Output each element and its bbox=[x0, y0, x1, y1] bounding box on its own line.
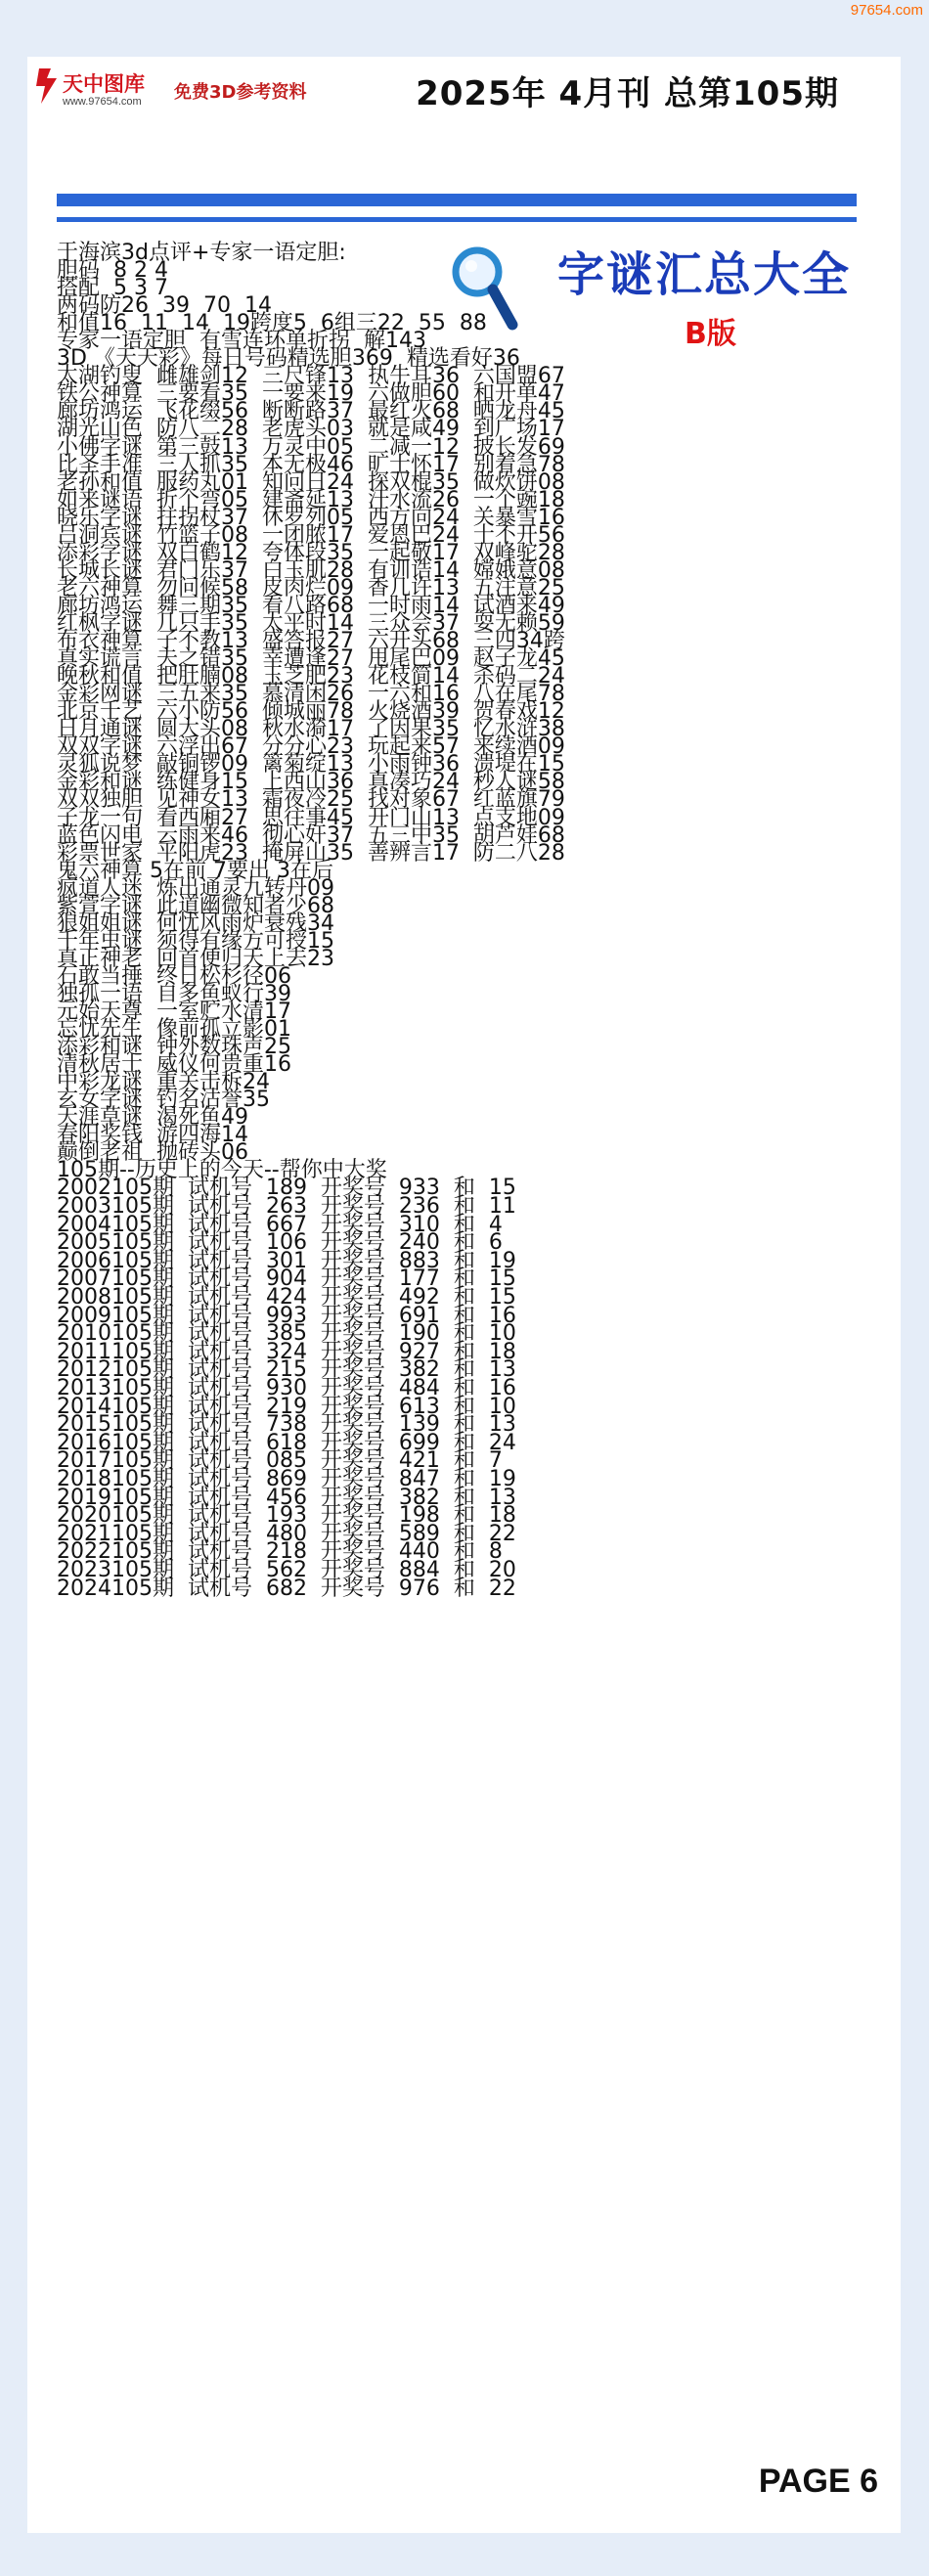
history-row: 2008105期 试机号 424 开奖号 492 和 15 bbox=[57, 1285, 516, 1310]
history-row: 2010105期 试机号 385 开奖号 190 和 10 bbox=[57, 1321, 516, 1347]
riddle-line: 蓝色闪电 云雨来46 彻心奸37 五三中35 胡芦娃68 bbox=[57, 822, 565, 848]
riddle-line: 双双独胆 见神女13 霜夜冷25 找对象67 红蓝旗79 bbox=[57, 787, 565, 813]
history-list bbox=[57, 1176, 819, 1601]
riddle-line: 吕洞宾谜 竹篮子08 一团脓17 爱恩巴24 十不开56 bbox=[57, 522, 565, 548]
issue-label: 2025年 4月刊 总第105期 bbox=[416, 74, 839, 113]
logo-url: www.97654.com bbox=[63, 96, 142, 108]
logo-icon bbox=[33, 65, 63, 108]
riddle-line: 日月通谜 圆大头08 秋水漪17 了因果35 忆水浒38 bbox=[57, 717, 565, 742]
history-row: 2003105期 试机号 263 开奖号 236 和 11 bbox=[57, 1194, 516, 1220]
riddle-list bbox=[57, 241, 819, 1166]
riddle-line: 巅倒老祖 抛砖头06 bbox=[57, 1140, 248, 1166]
riddle-line: 紫萱字谜 此道幽微知者少68 bbox=[57, 893, 334, 918]
header-rule bbox=[57, 217, 857, 222]
page-number: PAGE 6 bbox=[758, 2463, 878, 2500]
riddle-line: 元始天尊 一室贮水清17 bbox=[57, 999, 291, 1025]
riddle-line: 比圣手准 三人抓35 本无极46 旷士怀17 别着急78 bbox=[57, 452, 565, 477]
history-row: 2015105期 试机号 738 开奖号 139 和 13 bbox=[57, 1412, 516, 1438]
history-row: 2007105期 试机号 904 开奖号 177 和 15 bbox=[57, 1266, 516, 1292]
riddle-line: 专家一语定胆 有雪连环单折拐 解143 bbox=[57, 329, 426, 354]
riddle-line: 玄女字谜 钓名沽誉35 bbox=[57, 1088, 270, 1113]
content-body bbox=[57, 241, 819, 1601]
riddle-line: 老六神算 勿问候58 皮肉烂09 香几许13 五注意25 bbox=[57, 575, 565, 600]
history-row: 2014105期 试机号 219 开奖号 613 和 10 bbox=[57, 1394, 516, 1419]
riddle-line: 铁公神算 三要看35 一要来19 六做胆60 和开单47 bbox=[57, 381, 565, 407]
riddle-line: 双双字谜 六浮出67 分分心23 玩起来57 来续酒09 bbox=[57, 734, 565, 760]
banner-title: 字谜汇总大全 bbox=[557, 247, 852, 302]
riddle-line: 红枫字谜 几只手35 太平时14 三众会37 耍无赖59 bbox=[57, 610, 565, 636]
riddle-line: 晚秋和值 把肚腩08 玉芝肥23 花枝简14 杀码二24 bbox=[57, 664, 565, 689]
watermark: 97654.com bbox=[850, 2, 923, 19]
riddle-line: 搭配 5 3 7 bbox=[57, 276, 168, 301]
riddle-line: 廊坊鸿运 舞三期35 看八路68 一时雨14 试酒来49 bbox=[57, 593, 565, 618]
riddle-line: 千年虫谜 须得有缘方可授15 bbox=[57, 928, 334, 954]
riddle-line: 胆码 8 2 4 bbox=[57, 258, 168, 284]
riddle-line: 真正神老 回首便归天上去23 bbox=[57, 946, 334, 971]
history-row: 2016105期 试机号 618 开奖号 699 和 24 bbox=[57, 1430, 516, 1455]
riddle-line: 长城长谜 君门乐37 白玉肌28 有训诰14 嫦娥意08 bbox=[57, 557, 565, 583]
riddle-line: 中彩龙谜 重关击柝24 bbox=[57, 1070, 270, 1095]
riddle-line: 北京千艺 六小防56 倾城丽78 火烧酒39 贺春戏12 bbox=[57, 699, 565, 725]
history-row: 2005105期 试机号 106 开奖号 240 和 6 bbox=[57, 1230, 503, 1256]
riddle-line: 鬼六神算 5在前 7要出 3在后 bbox=[57, 858, 333, 883]
riddle-line: 晓乐字谜 拄拐杖37 休罗列05 西方向24 关暴雪16 bbox=[57, 505, 565, 530]
riddle-line: 金彩网谜 三五来35 慕清闲26 一六和16 八在尾78 bbox=[57, 682, 565, 707]
header-bar bbox=[57, 194, 857, 206]
riddle-line: 湖光山色 防八二28 老虎头03 就是咸49 到广场17 bbox=[57, 417, 565, 442]
history-row: 2002105期 试机号 189 开奖号 933 和 15 bbox=[57, 1176, 516, 1201]
riddle-line: 3D 《天天彩》每日号码精选胆369 精选看好36 bbox=[57, 346, 520, 372]
history-row: 2021105期 试机号 480 开奖号 589 和 22 bbox=[57, 1521, 516, 1546]
history-row: 2020105期 试机号 193 开奖号 198 和 18 bbox=[57, 1503, 516, 1529]
history-row: 2013105期 试机号 930 开奖号 484 和 16 bbox=[57, 1376, 516, 1401]
riddle-line: 狼姐姐谜 何忧风雨炉衰残34 bbox=[57, 910, 334, 936]
riddle-line: 忘忧先生 像前孤立影01 bbox=[57, 1017, 291, 1043]
history-row: 2009105期 试机号 993 开奖号 691 和 16 bbox=[57, 1303, 516, 1328]
riddle-line: 廊坊鸿运 飞花缀56 断断路37 最红火68 晒龙舟45 bbox=[57, 399, 565, 424]
history-row: 2004105期 试机号 667 开奖号 310 和 4 bbox=[57, 1212, 503, 1237]
riddle-line: 石敢当捶 终日松杉径06 bbox=[57, 963, 291, 989]
riddle-line: 添彩和谜 钟外数珠声25 bbox=[57, 1035, 291, 1060]
riddle-line: 如来谜语 折个弯05 建斋延13 汗水流26 一个豌18 bbox=[57, 487, 565, 512]
free-ref-label: 免费3D参考资料 bbox=[174, 82, 307, 103]
riddle-line: 春阳奖钱 游四海14 bbox=[57, 1123, 248, 1148]
edition-label: B版 bbox=[685, 317, 736, 351]
riddle-line: 灵狐说梦 敲铜锣09 篱菊绽13 小雨钟36 溃堤在15 bbox=[57, 752, 565, 777]
history-row: 2012105期 试机号 215 开奖号 382 和 13 bbox=[57, 1357, 516, 1383]
riddle-line: 天涯草谜 渴死鱼49 bbox=[57, 1105, 248, 1131]
riddle-line: 添彩字谜 双白鹤12 夸体段35 一起敬17 双峰驼28 bbox=[57, 540, 565, 565]
history-row: 2022105期 试机号 218 开奖号 440 和 8 bbox=[57, 1539, 503, 1565]
history-row: 2006105期 试机号 301 开奖号 883 和 19 bbox=[57, 1248, 516, 1273]
history-title: 105期--历史上的今天--帮你中大奖 bbox=[57, 1158, 387, 1183]
riddle-line: 于海滨3d点评+专家一语定胆: bbox=[57, 241, 346, 265]
riddle-line: 清秋居士 威仪何贵重16 bbox=[57, 1052, 291, 1078]
riddle-line: 两码防26 39 70 14 bbox=[57, 293, 272, 319]
riddle-line: 彩票世家 平阳虎23 掩屏山35 善辨言17 防二八28 bbox=[57, 840, 565, 866]
history-row: 2024105期 试机号 682 开奖号 976 和 22 bbox=[57, 1576, 516, 1601]
riddle-line: 老孙和值 服药丸01 知问日24 探双棍35 做炊饼08 bbox=[57, 469, 565, 495]
riddle-line: 真实谎言 夫之错35 幸遭逢27 甩尾巴09 赵子龙45 bbox=[57, 646, 565, 672]
history-row: 2023105期 试机号 562 开奖号 884 和 20 bbox=[57, 1557, 516, 1582]
riddle-line: 疯道人迷 炼出通灵九转丹09 bbox=[57, 875, 334, 901]
history-row: 2017105期 试机号 085 开奖号 421 和 7 bbox=[57, 1448, 503, 1474]
riddle-line: 布衣神算 子不教13 盛答报27 六开头68 三四34跨 bbox=[57, 629, 565, 654]
logo-text: 天中图库 bbox=[63, 72, 145, 96]
riddle-line: 太湖钓叟 雌雄剑12 三尺锋13 执牛耳36 六国盟67 bbox=[57, 364, 565, 389]
history-row: 2011105期 试机号 324 开奖号 927 和 18 bbox=[57, 1339, 516, 1364]
riddle-line: 小佛字谜 第三鼓13 万灵中05 二减一12 披长发69 bbox=[57, 434, 565, 460]
history-row: 2018105期 试机号 869 开奖号 847 和 19 bbox=[57, 1466, 516, 1491]
riddle-line: 金彩和谜 练健身15 上西山36 真凑巧24 秒人谜58 bbox=[57, 770, 565, 795]
history-row: 2019105期 试机号 456 开奖号 382 和 13 bbox=[57, 1485, 516, 1510]
riddle-line: 和值16 11 14 19跨度5 6组三22 55 88 bbox=[57, 311, 487, 336]
riddle-line: 子龙一句 看西厢27 思往事45 开门山13 点支地09 bbox=[57, 805, 565, 830]
riddle-line: 独孤一语 自多鱼蚁行39 bbox=[57, 981, 291, 1006]
